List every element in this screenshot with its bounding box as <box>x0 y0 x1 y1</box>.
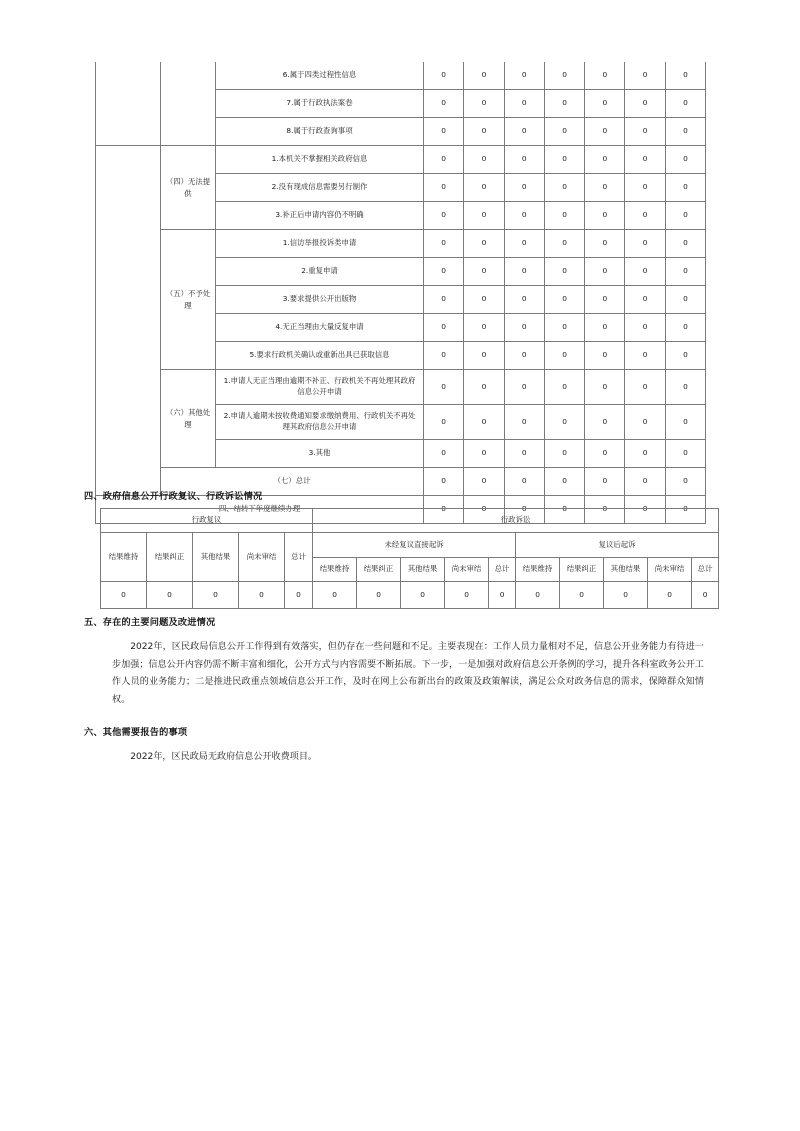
header-after-pending: 尚未审结 <box>648 558 692 582</box>
row-value: 0 <box>665 258 705 286</box>
row-value: 0 <box>464 90 504 118</box>
row-value: 0 <box>625 370 665 405</box>
row-value: 0 <box>585 258 625 286</box>
header-review-other: 其他结果 <box>193 533 239 582</box>
row-value: 0 <box>504 405 544 440</box>
row-value: 0 <box>504 440 544 468</box>
row-value: 0 <box>665 174 705 202</box>
header-direct-total: 总计 <box>489 558 516 582</box>
value-direct-other: 0 <box>401 582 445 609</box>
table-row <box>96 146 706 174</box>
header-after-corrected: 结果纠正 <box>560 558 604 582</box>
value-after-total: 0 <box>692 582 719 609</box>
value-direct-corrected: 0 <box>357 582 401 609</box>
section-5-paragraph: 2022年，区民政局信息公开工作得到有效落实，但仍存在一些问题和不足。主要表现在：工作人员力量相对不足，信息公开业务能力有待进一步加强；信息公开内容仍需不断丰富和细化，公开方式与内容需要不断拓展。下一步，一是加强对政府信息公开条例的学习，提升各科室政务公开工作人员的业务能力；二是推进民政重点领域信息公开工作，及时在网上公布新出台的政策及政策解读，满足公众对政务信息的需求，保障群众知情权。 <box>112 642 704 705</box>
header-after-maintained: 结果维持 <box>516 558 560 582</box>
row-value: 0 <box>625 90 665 118</box>
value-review-maintained: 0 <box>101 582 147 609</box>
header-after-total: 总计 <box>692 558 719 582</box>
row-value: 0 <box>665 286 705 314</box>
administrative-review-litigation-table <box>100 508 719 609</box>
group-label-cell: （六）其他处理 <box>161 370 216 468</box>
section-6-paragraph: 2022年，区民政局无政府信息公开收费项目。 <box>130 752 318 762</box>
carryover-value: 0 <box>464 496 504 524</box>
value-after-other: 0 <box>604 582 648 609</box>
group-label-cell: （五）不予处理 <box>161 230 216 370</box>
row-value: 0 <box>585 230 625 258</box>
carryover-value: 0 <box>504 496 544 524</box>
row-value: 0 <box>504 342 544 370</box>
row-value: 0 <box>504 118 544 146</box>
row-item-label: 6.属于四类过程性信息 <box>216 62 424 90</box>
row-value: 0 <box>665 90 705 118</box>
row-value: 0 <box>544 314 584 342</box>
row-value: 0 <box>585 440 625 468</box>
row-value: 0 <box>464 146 504 174</box>
row-value: 0 <box>665 370 705 405</box>
row-value: 0 <box>625 202 665 230</box>
row-value: 0 <box>585 370 625 405</box>
row-value: 0 <box>544 146 584 174</box>
header-admin-litigation: 行政诉讼 <box>313 509 719 533</box>
value-after-pending: 0 <box>648 582 692 609</box>
row-value: 0 <box>544 62 584 90</box>
row-value: 0 <box>665 202 705 230</box>
row-value: 0 <box>544 258 584 286</box>
row-value: 0 <box>625 342 665 370</box>
row-value: 0 <box>424 118 464 146</box>
row-value: 0 <box>424 286 464 314</box>
row-value: 0 <box>625 62 665 90</box>
row-value: 0 <box>504 62 544 90</box>
row-value: 0 <box>544 174 584 202</box>
row-value: 0 <box>544 90 584 118</box>
row-value: 0 <box>464 230 504 258</box>
row-item-label: 8.属于行政查询事项 <box>216 118 424 146</box>
table-row <box>96 370 706 405</box>
row-value: 0 <box>544 118 584 146</box>
row-value: 0 <box>464 118 504 146</box>
outer-group-cell <box>96 62 161 146</box>
row-value: 0 <box>585 405 625 440</box>
row-item-label: 2.重复申请 <box>216 258 424 286</box>
table-row <box>96 62 706 90</box>
row-value: 0 <box>585 146 625 174</box>
row-value: 0 <box>424 174 464 202</box>
row-item-label: 2.申请人逾期未按收费通知要求缴纳费用、行政机关不再处理其政府信息公开申请 <box>216 405 424 440</box>
group-label-cell <box>161 62 216 146</box>
row-value: 0 <box>585 314 625 342</box>
row-value: 0 <box>424 62 464 90</box>
value-review-corrected: 0 <box>147 582 193 609</box>
row-value: 0 <box>504 258 544 286</box>
total-value: 0 <box>464 468 504 496</box>
value-review-total: 0 <box>285 582 313 609</box>
header-after-other: 其他结果 <box>604 558 648 582</box>
row-item-label: 7.属于行政执法案卷 <box>216 90 424 118</box>
row-value: 0 <box>504 146 544 174</box>
row-value: 0 <box>544 230 584 258</box>
row-value: 0 <box>625 286 665 314</box>
row-value: 0 <box>424 314 464 342</box>
row-value: 0 <box>625 230 665 258</box>
row-value: 0 <box>665 230 705 258</box>
row-value: 0 <box>625 146 665 174</box>
row-value: 0 <box>665 62 705 90</box>
row-value: 0 <box>424 258 464 286</box>
value-review-pending: 0 <box>239 582 285 609</box>
row-value: 0 <box>504 370 544 405</box>
group-label-cell: （四）无法提供 <box>161 146 216 230</box>
row-item-label: 1.信访举报投诉类申请 <box>216 230 424 258</box>
header-direct-litigation: 未经复议直接起诉 <box>313 533 516 558</box>
row-value: 0 <box>544 286 584 314</box>
row-value: 0 <box>585 286 625 314</box>
outer-group-cell <box>96 146 161 496</box>
value-review-other: 0 <box>193 582 239 609</box>
section-heading-6: 六、其他需要报告的事项 <box>84 727 188 738</box>
carryover-value: 0 <box>424 496 464 524</box>
table-header-row <box>101 533 719 558</box>
total-value: 0 <box>585 468 625 496</box>
total-value: 0 <box>424 468 464 496</box>
row-value: 0 <box>665 146 705 174</box>
row-value: 0 <box>585 90 625 118</box>
row-item-label: 5.要求行政机关确认或重新出具已获取信息 <box>216 342 424 370</box>
header-direct-pending: 尚未审结 <box>445 558 489 582</box>
value-after-corrected: 0 <box>560 582 604 609</box>
row-value: 0 <box>625 118 665 146</box>
row-value: 0 <box>464 258 504 286</box>
value-after-maintained: 0 <box>516 582 560 609</box>
total-label: （七）总计 <box>161 468 424 496</box>
value-direct-total: 0 <box>489 582 516 609</box>
row-value: 0 <box>665 405 705 440</box>
total-value: 0 <box>625 468 665 496</box>
carryover-value: 0 <box>665 496 705 524</box>
row-value: 0 <box>424 146 464 174</box>
row-value: 0 <box>464 342 504 370</box>
header-after-review-litigation: 复议后起诉 <box>516 533 719 558</box>
row-value: 0 <box>625 405 665 440</box>
row-value: 0 <box>464 440 504 468</box>
row-value: 0 <box>464 202 504 230</box>
carryover-value: 0 <box>585 496 625 524</box>
header-review-pending: 尚未审结 <box>239 533 285 582</box>
header-review-maintained: 结果维持 <box>101 533 147 582</box>
row-value: 0 <box>464 286 504 314</box>
row-value: 0 <box>424 370 464 405</box>
header-review-total: 总计 <box>285 533 313 582</box>
row-value: 0 <box>504 286 544 314</box>
header-direct-maintained: 结果维持 <box>313 558 357 582</box>
row-value: 0 <box>424 342 464 370</box>
carryover-value: 0 <box>625 496 665 524</box>
row-value: 0 <box>464 174 504 202</box>
row-value: 0 <box>665 342 705 370</box>
header-review-corrected: 结果纠正 <box>147 533 193 582</box>
row-value: 0 <box>544 202 584 230</box>
row-item-label: 3.要求提供公开出版物 <box>216 286 424 314</box>
row-value: 0 <box>504 174 544 202</box>
row-item-label: 4.无正当理由大量反复申请 <box>216 314 424 342</box>
row-value: 0 <box>424 405 464 440</box>
row-value: 0 <box>424 440 464 468</box>
value-direct-pending: 0 <box>445 582 489 609</box>
application-handling-table <box>95 62 706 524</box>
row-item-label: 2.没有现成信息需要另行制作 <box>216 174 424 202</box>
row-value: 0 <box>424 90 464 118</box>
table-row <box>101 582 719 609</box>
total-value: 0 <box>665 468 705 496</box>
row-value: 0 <box>625 314 665 342</box>
row-value: 0 <box>424 230 464 258</box>
row-value: 0 <box>665 314 705 342</box>
row-value: 0 <box>504 314 544 342</box>
row-value: 0 <box>544 370 584 405</box>
row-value: 0 <box>544 342 584 370</box>
row-value: 0 <box>585 342 625 370</box>
row-value: 0 <box>665 118 705 146</box>
row-item-label: 1.申请人无正当理由逾期不补正、行政机关不再处理其政府信息公开申请 <box>216 370 424 405</box>
row-value: 0 <box>585 202 625 230</box>
section-heading-5: 五、存在的主要问题及改进情况 <box>84 617 216 628</box>
row-item-label: 3.补正后申请内容仍不明确 <box>216 202 424 230</box>
row-value: 0 <box>464 314 504 342</box>
row-value: 0 <box>464 370 504 405</box>
section-heading-4: 四、政府信息公开行政复议、行政诉讼情况 <box>84 491 263 502</box>
carryover-value: 0 <box>544 496 584 524</box>
row-item-label: 1.本机关不掌握相关政府信息 <box>216 146 424 174</box>
row-value: 0 <box>464 62 504 90</box>
row-value: 0 <box>665 440 705 468</box>
row-value: 0 <box>625 258 665 286</box>
total-value: 0 <box>504 468 544 496</box>
table-row <box>96 230 706 258</box>
table-header-row <box>101 509 719 533</box>
header-direct-other: 其他结果 <box>401 558 445 582</box>
row-value: 0 <box>585 118 625 146</box>
row-value: 0 <box>585 174 625 202</box>
carryover-label: 四、结转下年度继续办理 <box>96 496 424 524</box>
header-direct-corrected: 结果纠正 <box>357 558 401 582</box>
row-value: 0 <box>464 405 504 440</box>
row-value: 0 <box>504 90 544 118</box>
row-value: 0 <box>625 174 665 202</box>
row-value: 0 <box>504 230 544 258</box>
row-value: 0 <box>544 440 584 468</box>
row-item-label: 3.其他 <box>216 440 424 468</box>
header-admin-review: 行政复议 <box>101 509 313 533</box>
row-value: 0 <box>585 62 625 90</box>
total-value: 0 <box>544 468 584 496</box>
value-direct-maintained: 0 <box>313 582 357 609</box>
row-value: 0 <box>504 202 544 230</box>
row-value: 0 <box>625 440 665 468</box>
row-value: 0 <box>544 405 584 440</box>
row-value: 0 <box>424 202 464 230</box>
